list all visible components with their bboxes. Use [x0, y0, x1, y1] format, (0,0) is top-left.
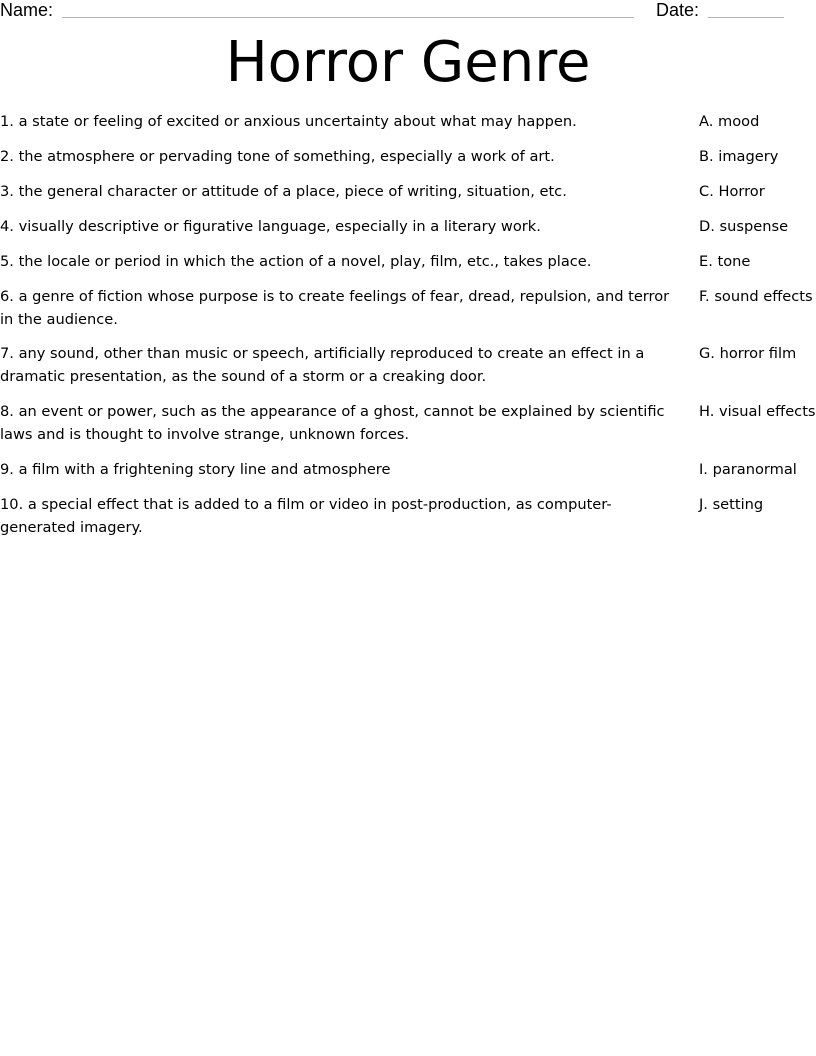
answer-option: H. visual effects [699, 403, 816, 420]
answer-option: F. sound effects [699, 288, 813, 305]
name-field-line[interactable] [62, 17, 634, 18]
answer-option: G. horror film [699, 345, 797, 362]
date-label: Date: [656, 0, 700, 20]
clue-text: 9. a film with a frightening story line and atmosphere [0, 461, 391, 478]
answer-option: J. setting [699, 496, 764, 513]
clue-text: 10. a special effect that is added to a film or video in post-production, as computer-generated imagery. [0, 496, 612, 536]
clue-text: 8. an event or power, such as the appearance of a ghost, cannot be explained by scientific laws and is thought to involve strange, unknown forces. [0, 403, 665, 443]
answer-option: A. mood [699, 113, 760, 130]
clue-text: 1. a state or feeling of excited or anxious uncertainty about what may happen. [0, 113, 577, 130]
name-label: Name: [0, 0, 54, 20]
clue-text: 3. the general character or attitude of a place, piece of writing, situation, etc. [0, 183, 567, 200]
clue-text: 2. the atmosphere or pervading tone of something, especially a work of art. [0, 148, 555, 165]
answer-option: B. imagery [699, 148, 779, 165]
clue-text: 7. any sound, other than music or speech, artificially reproduced to create an effect in a dramatic presentation, as the sound of a storm or a creaking door. [0, 345, 645, 385]
answer-option: D. suspense [699, 218, 789, 235]
clue-text: 6. a genre of fiction whose purpose is to create feelings of fear, dread, repulsion, and terror in the audience. [0, 288, 670, 328]
page-title: Horror Genre [225, 30, 591, 95]
clue-text: 5. the locale or period in which the action of a novel, play, film, etc., takes place. [0, 253, 592, 270]
answer-option: I. paranormal [699, 461, 797, 478]
worksheet-header [0, 0, 816, 22]
answer-option: E. tone [699, 253, 751, 270]
clue-text: 4. visually descriptive or figurative language, especially in a literary work. [0, 218, 541, 235]
answer-option: C. Horror [699, 183, 765, 200]
date-field-line[interactable] [708, 17, 784, 18]
